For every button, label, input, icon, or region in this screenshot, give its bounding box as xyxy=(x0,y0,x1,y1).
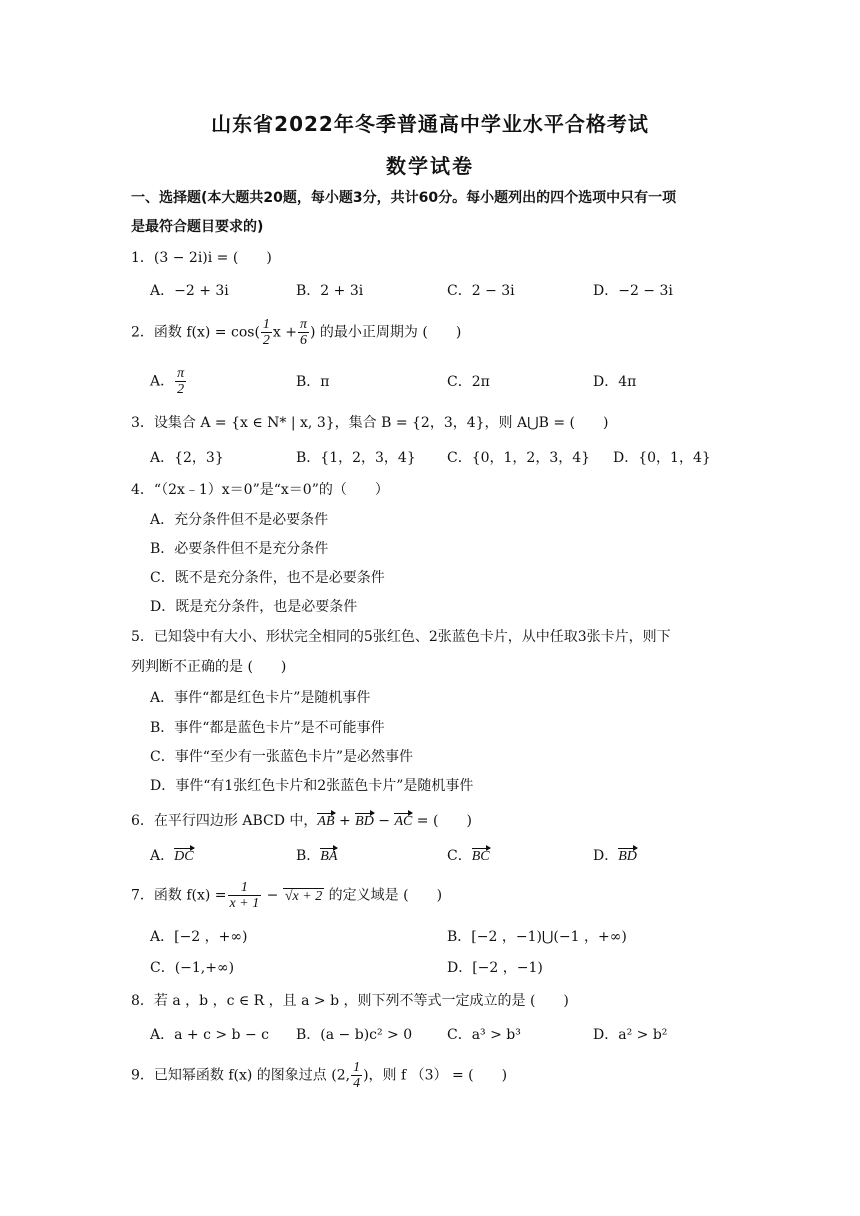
q2-option-b: B．π xyxy=(296,374,330,390)
q1-option-a: A．−2 + 3i xyxy=(150,283,229,299)
question-7-stem: 7．函数 f(x) = $\frac{1}{x + 1}$ − √x + 2 的定义域是 ( ) xyxy=(131,880,443,911)
q6-option-b: B．BA xyxy=(296,848,338,864)
q5-option-a: A．事件“都是红色卡片”是随机事件 xyxy=(150,690,371,706)
q6-option-a: A．DC xyxy=(150,848,194,864)
q5-option-b: B．事件“都是蓝色卡片”是不可能事件 xyxy=(150,720,385,736)
q8-option-d: D．a² > b² xyxy=(593,1027,668,1043)
q7-option-d: D．[−2 ，−1) xyxy=(447,960,543,976)
q3-option-b: B．{1，2，3，4} xyxy=(296,450,416,466)
q4-option-d: D．既是充分条件，也是必要条件 xyxy=(150,599,358,615)
q1-option-c: C．2 − 3i xyxy=(447,283,515,299)
question-8-stem: 8．若 a ，b ，c ∈ R ，且 a > b ，则下列不等式一定成立的是 ( ) xyxy=(131,993,569,1009)
question-3-stem: 3．设集合 A = {x ∈ N* | x, 3}，集合 B = {2，3，4}，则 A⋃B = ( ) xyxy=(131,415,609,431)
q1-option-b: B．2 + 3i xyxy=(296,283,364,299)
q8-option-c: C．a³ > b³ xyxy=(447,1027,521,1043)
q4-option-a: A．充分条件但不是必要条件 xyxy=(150,512,329,528)
q9-fraction: $\frac{1}{4}$ xyxy=(353,1060,361,1091)
section-heading xyxy=(131,184,741,242)
q8-option-a: A．a + c > b − c xyxy=(150,1027,269,1043)
q1-option-d: D．−2 − 3i xyxy=(593,283,673,299)
q4-option-b: B．必要条件但不是充分条件 xyxy=(150,541,329,557)
q7-option-a: A．[−2 ，+∞) xyxy=(150,929,248,945)
q2-option-d: D．4π xyxy=(593,374,637,390)
section-heading-line1: 一、选择题(本大题共20题，每小题3分，共计60分。每小题列出的四个选项中只有一项 xyxy=(131,190,677,206)
q7-sqrt: √x + 2 xyxy=(284,888,323,904)
q2-stem-mid: x + xyxy=(272,324,297,341)
q2-option-c: C．2π xyxy=(447,374,490,390)
q5-option-c: C．事件“至少有一张蓝色卡片”是必然事件 xyxy=(150,749,414,765)
q6-vector-3: AC xyxy=(394,814,413,829)
q3-option-a: A．{2，3} xyxy=(150,450,224,466)
q8-option-b: B．(a − b)c² > 0 xyxy=(296,1027,413,1043)
q6-vector-1: AB xyxy=(317,814,335,829)
q6-vector-2: BD xyxy=(355,814,374,829)
q7-fraction: $\frac{1}{x + 1}$ xyxy=(229,880,260,911)
q7-option-b: B．[−2 ，−1)⋃(−1 ，+∞) xyxy=(447,929,627,945)
q2-stem-pre: 2．函数 f(x) = cos( xyxy=(131,324,260,341)
q2-fraction-2: $\frac{\pi}{6}$ xyxy=(299,317,307,348)
q6-option-d: D．BD xyxy=(593,848,637,864)
question-5-stem-line2: 列判断不正确的是 ( ) xyxy=(131,659,287,675)
q2-option-a: A． $\frac{\pi}{2}$ xyxy=(150,366,185,397)
exam-title: 山东省2022年冬季普通高中学业水平合格考试 xyxy=(211,112,649,136)
section-heading-line2: 是最符合题目要求的) xyxy=(131,219,264,235)
q2-stem-post: ) 的最小正周期为 ( ) xyxy=(310,324,462,341)
exam-subtitle: 数学试卷 xyxy=(386,154,474,178)
q7-option-c: C．(−1,+∞) xyxy=(150,960,235,976)
question-2-stem xyxy=(131,317,743,348)
question-5-stem-line1: 5．已知袋中有大小、形状完全相同的5张红色、2张蓝色卡片，从中任取3张卡片，则下 xyxy=(131,629,671,645)
q2-fraction-1: $\frac{1}{2}$ xyxy=(262,317,270,348)
q6-option-c: C．BC xyxy=(447,848,490,864)
question-1-stem: 1．(3 − 2i)i = ( ) xyxy=(131,250,272,266)
q3-option-c: C．{0，1，2，3，4} xyxy=(447,450,591,466)
q3-option-d: D．{0，1，4} xyxy=(613,450,711,466)
q2-option-a-fraction: $\frac{\pi}{2}$ xyxy=(177,366,185,397)
question-9-stem: 9．已知幂函数 f(x) 的图象过点 (2, $\frac{1}{4}$ )，则 f （3） = ( ) xyxy=(131,1060,508,1091)
q5-option-d: D．事件“有1张红色卡片和2张蓝色卡片”是随机事件 xyxy=(150,778,474,794)
q4-option-c: C．既不是充分条件，也不是必要条件 xyxy=(150,570,385,586)
question-4-stem: 4．“（2x﹣1）x＝0”是“x＝0”的（ ） xyxy=(131,482,389,498)
question-6-stem: 6．在平行四边形 ABCD 中，AB + BD − AC = ( ) xyxy=(131,813,472,829)
